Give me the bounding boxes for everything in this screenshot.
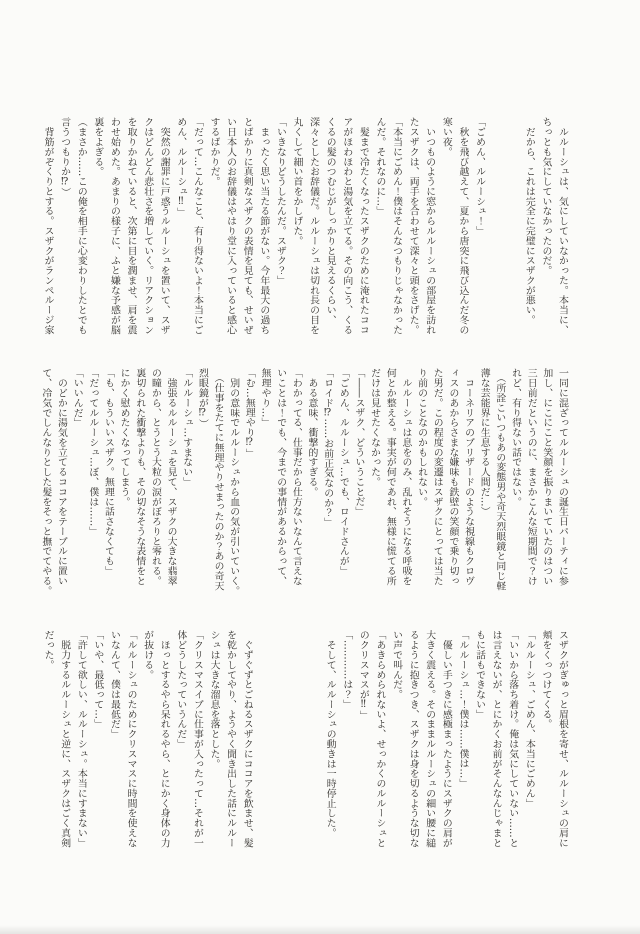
text-column: 「だってルルーシュ…ぼ、僕は……」 — [87, 368, 99, 537]
text-column: 突然の謝罪に戸惑うルルーシュを置いて、スザ — [158, 117, 170, 335]
text-column: 脱力するルルーシュと逆に、スザクはごく真剣 — [59, 630, 71, 848]
text-column: 「も、もういいスザク。無理に話さなくても」 — [102, 368, 114, 576]
text-column: 別の意味でルルーシュから血の気が引いていく。 — [228, 368, 240, 596]
text-column: （まさか……この俺を相手に心変わりしたとでも — [75, 117, 87, 335]
text-column: いなんて、僕は最低だ」 — [108, 630, 120, 739]
text-column: が抜ける。 — [142, 630, 154, 680]
text-column: は言えないが、とにかくお前がそんなんじゃまと — [490, 630, 502, 848]
text-column: 薄な芸能界に生息する人間だ…） — [478, 368, 490, 517]
text-column — [288, 630, 305, 862]
text-column: だから、これは完全に完璧にスザクが悪い。 — [523, 117, 535, 325]
text-column: ルルーシュは息をのみ、乱れそうになる呼吸を — [400, 368, 412, 586]
text-column: て、冷気でしんなりとした髪をそっと撫でてやる。 — [40, 368, 52, 596]
text-column: 裏をよぎる。 — [92, 117, 104, 177]
text-column: のどかに湯気を立てるココアをテーブルに置い — [56, 368, 67, 586]
text-column: クはどんどん悲壮さを増していく。リアクション — [142, 117, 154, 335]
text-column: 「いきなりどうしたんだ。スザク？」 — [274, 117, 286, 286]
text-column: 体どうしたっていうんだ」 — [175, 630, 187, 749]
text-column: 「――スザク、どういうことだ」 — [353, 368, 365, 517]
text-column: 「いや、最低って…」 — [92, 630, 104, 729]
text-column: 「む…無理やり⁉」 — [243, 368, 255, 459]
text-column: （仕事をたてに無理やりせまったのか？あの奇天 — [212, 368, 224, 591]
text-column: 深々としたお辞儀だ。ルルーシュは切れ長の目を — [308, 117, 320, 335]
text-column: 髪まで冷たくなったスザクのために淹れたココ — [357, 117, 369, 335]
text-column: だった。 — [42, 630, 54, 670]
text-column: 「クリスマスイブに仕事が入ったって…それが一 — [191, 630, 203, 848]
text-column: 「…………は？」 — [341, 630, 353, 710]
text-column: 加し、にこにこと笑顔を振りまいていたのはつい — [541, 368, 553, 586]
text-column: ある意味、衝撃的すぎる。 — [306, 368, 318, 497]
text-column: 「ルルーシュ、ごめん、本当にごめん」 — [523, 630, 535, 809]
text-column: ぐずぐずとごねるスザクにココアを飲ませ、髪 — [241, 630, 253, 848]
text-column: ほっとするやら呆れるやら、とにかく身体の力 — [158, 630, 170, 848]
text-column: 何とか整える。事実が何であれ、無様に慌てる所 — [384, 368, 396, 586]
text-column: 裏切られた衝撃よりも、その切なそうな表情をと — [134, 368, 146, 586]
text-column: 「あきらめられないよ、せっかくのルルーシュと — [374, 630, 386, 848]
text-column: 「ルルーシュのためにクリスマスに時間を使えな — [125, 630, 137, 848]
text-column: シュは大きな溜息を落とした。 — [208, 630, 220, 769]
text-column: 強張るルルーシュを見て、スザクの大きな翡翠 — [165, 368, 177, 586]
text-column: めん、ルルーシュ‼」 — [175, 117, 187, 218]
text-column — [271, 630, 288, 862]
text-column: 「本当にごめん！僕はそんなつもりじゃなかった — [391, 117, 403, 335]
text-column: だけは見せたくなかった。 — [369, 368, 381, 487]
text-column: 「わかってる、仕事だから仕方ないなんて言えな — [290, 368, 302, 586]
text-column: 「ごめん、ルルーシュ…でも、ロイドさんが」 — [337, 368, 349, 576]
text-column: くるの髪のつむじがしっかりと見えるくらい、 — [324, 117, 336, 325]
text-column: 丸くして細い首をかしげた。 — [291, 117, 303, 246]
text-column — [487, 117, 504, 349]
text-column: のクリスマスが‼」 — [357, 630, 369, 721]
text-column: わせ始めた。あまりの様子に、ふと嫌な予感が脳 — [108, 117, 120, 335]
text-column: いつものように窓からルルーシュの部屋を訪れ — [424, 117, 436, 335]
text-column: アがほわほわと湯気を立てる。その向こう、くる — [341, 117, 353, 335]
text-column: た男だ。この程度の変遷はスザクにとっては当た — [431, 368, 443, 586]
text-column: を乾かしてやり、ようやく聞き出した話にルルー — [225, 630, 237, 848]
text-column: 「ロイド⁉……お前正気なのか？」 — [322, 368, 334, 528]
text-column: ィスのあからさまな嫌味も鉄壁の笑顔で乗り切っ — [447, 368, 459, 586]
text-column: の瞳から、とうとう大粒の涙がぼろりと零れる。 — [149, 368, 161, 586]
text-column — [504, 117, 521, 349]
text-band-bottom — [37, 630, 570, 862]
text-column: れど、有り得ない話ではない。 — [510, 368, 522, 507]
text-column — [255, 630, 272, 862]
text-column: り前のことなのかもしれない。 — [416, 368, 428, 507]
text-column: 一同に混ざってルルーシュの誕生日パーティに参 — [557, 368, 568, 586]
text-column: 背筋がぞくりとする。スザクがランペルージ家 — [42, 117, 54, 335]
text-column: 大きく震える。そのままルルーシュの細い腰に縋 — [424, 630, 436, 848]
text-column: 「いいから落ち着け。俺は気にしていない……と — [507, 630, 519, 848]
text-column: スザクがぎゅっと眉根を寄せ、ルルーシュの肩に — [557, 630, 568, 848]
text-column: いことは！でも、今までの事情があるからって、 — [275, 368, 287, 586]
text-column — [305, 630, 322, 862]
text-column: するばかりだ。 — [208, 117, 220, 187]
text-column: 「許して欲しい、ルルーシュ。本当にすまない」 — [75, 630, 87, 848]
text-column: い日本人のお辞儀はやはり堂に入っていると感心 — [225, 117, 237, 335]
text-column: もに話もできない」 — [474, 630, 486, 720]
text-column: 烈眼鏡が⁉） — [196, 368, 208, 429]
text-column: とばかりに真剣なスザクの表情を見ても、せいぜ — [241, 117, 253, 335]
text-column: 三日前だというのに、まさかこんな短期間で？け — [525, 368, 537, 586]
text-column: 「だって…こんなこと、有り得ないよ！本当にご — [191, 117, 203, 335]
text-column: たスザクは、両手を合わせて深々と頭をさげた。 — [407, 117, 419, 335]
text-column: 「ルルーシュ…すまない」 — [181, 368, 193, 487]
text-column: るように抱きつき、スザクは身を切るような切な — [407, 630, 419, 848]
text-column: コーネリアのブリザードのような視線もクロヴ — [463, 368, 475, 586]
text-column: 無理やり…」 — [259, 368, 271, 428]
text-column: 「ルルーシュ…！僕は……僕は…」 — [457, 630, 469, 789]
text-column: 優しい手つきに感極まったようにスザクの肩が — [440, 630, 452, 848]
text-band-middle — [37, 368, 570, 600]
text-column: 「いいんだ」 — [71, 368, 83, 428]
text-column: （所詮こいつもあの変態男や奇天烈眼鏡と同じ軽 — [494, 368, 506, 591]
text-column: 頬をくっつけてくる。 — [540, 630, 552, 729]
page-bottom-scan-edge — [0, 925, 640, 934]
text-column: 秋を飛び越えて、夏から唐突に飛び込んだ冬の — [457, 117, 469, 335]
text-column: 言うつもりか⁉） — [59, 117, 71, 198]
text-column: ちっとも気にしていなかったのだ。 — [540, 117, 552, 276]
text-column: 「ごめん、ルルーシュ！」 — [474, 117, 486, 236]
text-column: まったく思い当たる節がない。今年最大の過ち — [258, 117, 270, 335]
text-column: んだ。それなのに…」 — [374, 117, 386, 216]
text-column: 寒い夜。 — [440, 117, 452, 157]
text-column: ルルーシュは、気にしていなかった。本当に、 — [557, 117, 568, 335]
text-column: を取りかねていると、次第に目を潤ませ、肩を震 — [125, 117, 137, 335]
text-column: にかく慰めたくなってしまう。 — [118, 368, 130, 507]
text-column: い声で叫んだ。 — [391, 630, 403, 700]
text-band-top — [37, 117, 570, 349]
text-column: そして、ルルーシュの動きは一時停止した。 — [324, 630, 336, 838]
